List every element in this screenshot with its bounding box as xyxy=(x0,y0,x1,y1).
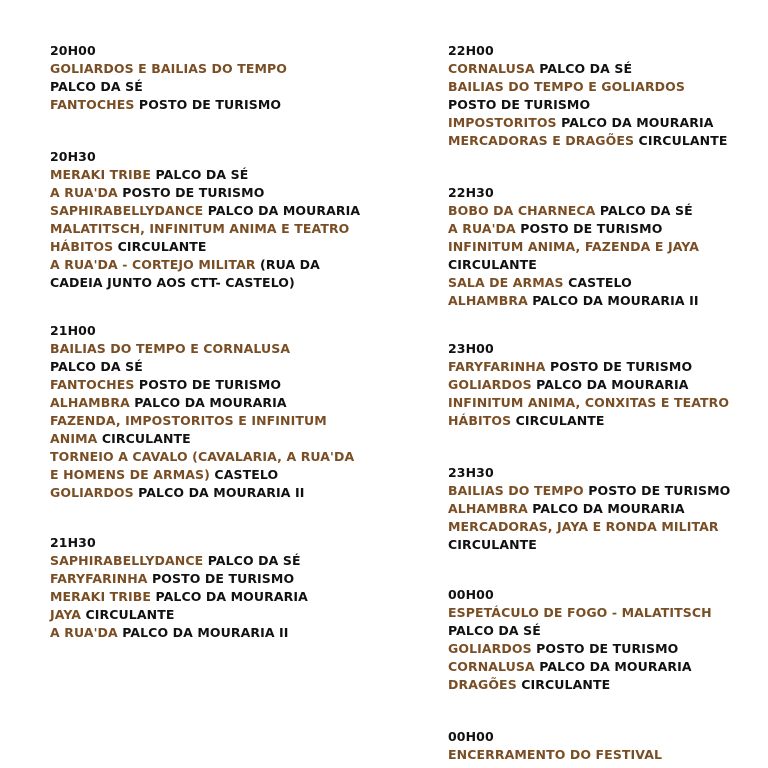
schedule-line xyxy=(448,658,712,676)
time-label: 00H00 xyxy=(448,729,494,744)
performer-name: BAILIAS DO TEMPO E GOLIARDOS xyxy=(448,79,685,94)
schedule-line xyxy=(50,340,354,358)
time-slot xyxy=(50,148,360,292)
schedule-line xyxy=(448,114,728,132)
performer-name: BOBO DA CHARNECA xyxy=(448,203,596,218)
schedule-line xyxy=(50,448,354,466)
performer-name: BAILIAS DO TEMPO xyxy=(448,483,584,498)
venue-name: CIRCULANTE xyxy=(113,239,207,254)
venue-name: CASTELO xyxy=(563,275,632,290)
performer-name: CORNALUSA xyxy=(448,61,535,76)
schedule-line xyxy=(448,518,730,536)
performer-name: A RUA'DA - CORTEJO MILITAR xyxy=(50,257,256,272)
schedule-line xyxy=(50,376,354,394)
performer-name: JAYA xyxy=(50,607,82,622)
time-slot xyxy=(448,586,712,694)
schedule-line xyxy=(50,466,354,484)
venue-name: CIRCULANTE xyxy=(81,607,175,622)
performer-name: FARYFARINHA xyxy=(448,359,546,374)
schedule-line xyxy=(50,570,308,588)
venue-name: PALCO DA MOURARIA II xyxy=(133,485,305,500)
performer-name: BAILIAS DO TEMPO E CORNALUSA xyxy=(50,341,291,356)
time-label: 20H00 xyxy=(50,43,96,58)
venue-name: CIRCULANTE xyxy=(634,133,728,148)
performer-name: IMPOSTORITOS xyxy=(448,115,557,130)
venue-name: PALCO DA SÉ xyxy=(151,167,249,182)
performer-name: FANTOCHES xyxy=(50,97,135,112)
venue-name: POSTO DE TURISMO xyxy=(531,641,679,656)
schedule-line xyxy=(50,238,360,256)
venue-name: PALCO DA MOURARIA xyxy=(129,395,287,410)
performer-name: GOLIARDOS E BAILIAS DO TEMPO xyxy=(50,61,287,76)
venue-name: PALCO DA SÉ xyxy=(534,61,633,76)
performer-name: ANIMA xyxy=(50,431,98,446)
performer-name: INFINITUM ANIMA, CONXITAS E TEATRO xyxy=(448,395,730,410)
performer-name: FARYFARINHA xyxy=(50,571,148,586)
venue-name: PALCO DA SÉ xyxy=(203,553,301,568)
time-slot xyxy=(50,42,287,114)
venue-name: CIRCULANTE xyxy=(97,431,191,446)
performer-name: GOLIARDOS xyxy=(448,377,532,392)
venue-name: CADEIA JUNTO AOS CTT- CASTELO) xyxy=(50,275,295,290)
venue-name: CIRCULANTE xyxy=(511,413,605,428)
performer-name: ALHAMBRA xyxy=(448,293,528,308)
schedule-line xyxy=(448,676,712,694)
venue-name: CIRCULANTE xyxy=(448,257,537,272)
schedule-line xyxy=(50,430,354,448)
performer-name: SAPHIRABELLYDANCE xyxy=(50,553,204,568)
venue-name: PALCO DA SÉ xyxy=(595,203,693,218)
schedule-line xyxy=(448,622,712,640)
performer-name: A RUA'DA xyxy=(448,221,516,236)
schedule-line xyxy=(50,484,354,502)
schedule-line xyxy=(50,78,287,96)
venue-name: PALCO DA MOURARIA II xyxy=(117,625,289,640)
performer-name: INFINITUM ANIMA, FAZENDA E JAYA xyxy=(448,239,700,254)
performer-name: ENCERRAMENTO DO FESTIVAL xyxy=(448,747,663,762)
schedule-line xyxy=(50,60,287,78)
performer-name: MERCADORAS E DRAGÕES xyxy=(448,133,635,148)
schedule-line xyxy=(50,256,360,274)
schedule-line xyxy=(448,274,699,292)
performer-name: E HOMENS DE ARMAS) xyxy=(50,467,210,482)
venue-name: PALCO DA MOURARIA xyxy=(534,659,692,674)
schedule-line xyxy=(50,166,360,184)
venue-name: PALCO DA SÉ xyxy=(448,623,541,638)
time-label: 23H30 xyxy=(448,465,494,480)
schedule-line xyxy=(50,202,360,220)
performer-name: DRAGÕES xyxy=(448,677,517,692)
performer-name: SALA DE ARMAS xyxy=(448,275,564,290)
performer-name: GOLIARDOS xyxy=(448,641,532,656)
performer-name: A RUA'DA xyxy=(50,185,118,200)
schedule-line xyxy=(50,220,360,238)
schedule-line xyxy=(448,96,728,114)
schedule-line xyxy=(50,358,354,376)
time-slot xyxy=(448,184,699,310)
time-label: 21H30 xyxy=(50,535,96,550)
time-label: 22H00 xyxy=(448,43,494,58)
schedule-line xyxy=(50,394,354,412)
schedule-line xyxy=(448,238,699,256)
schedule-line xyxy=(448,746,662,764)
performer-name: MERAKI TRIBE xyxy=(50,589,152,604)
venue-name: PALCO DA MOURARIA II xyxy=(527,293,699,308)
schedule-line xyxy=(50,184,360,202)
performer-name: ALHAMBRA xyxy=(448,501,528,516)
time-slot xyxy=(50,322,354,502)
venue-name: POSTO DE TURISMO xyxy=(134,377,282,392)
venue-name: PALCO DA MOURARIA xyxy=(203,203,361,218)
performer-name: MERCADORAS, JAYA E RONDA MILITAR xyxy=(448,519,719,534)
schedule-line xyxy=(448,482,730,500)
venue-name: (RUA DA xyxy=(255,257,320,272)
schedule-line xyxy=(50,624,308,642)
schedule-line xyxy=(448,220,699,238)
performer-name: HÁBITOS xyxy=(50,239,114,254)
venue-name: PALCO DA MOURARIA xyxy=(527,501,685,516)
schedule-line xyxy=(50,274,360,292)
time-slot xyxy=(448,728,662,764)
time-label: 22H30 xyxy=(448,185,494,200)
venue-name: POSTO DE TURISMO xyxy=(134,97,282,112)
schedule-line xyxy=(448,376,729,394)
venue-name: PALCO DA SÉ xyxy=(50,79,143,94)
performer-name: FAZENDA, IMPOSTORITOS E INFINITUM xyxy=(50,413,327,428)
time-label: 23H00 xyxy=(448,341,494,356)
venue-name: PALCO DA SÉ xyxy=(50,359,143,374)
performer-name: ALHAMBRA xyxy=(50,395,130,410)
performer-name: HÁBITOS xyxy=(448,413,512,428)
time-slot xyxy=(448,340,729,430)
venue-name: POSTO DE TURISMO xyxy=(583,483,731,498)
performer-name: TORNEIO A CAVALO (CAVALARIA, A RUA'DA xyxy=(50,449,355,464)
schedule-line xyxy=(448,604,712,622)
time-label: 00H00 xyxy=(448,587,494,602)
schedule-line xyxy=(50,588,308,606)
schedule-line xyxy=(448,412,729,430)
time-slot xyxy=(448,464,730,554)
schedule-line xyxy=(448,500,730,518)
schedule-line xyxy=(448,640,712,658)
schedule-line xyxy=(448,60,728,78)
schedule-line xyxy=(448,394,729,412)
venue-name: POSTO DE TURISMO xyxy=(545,359,693,374)
schedule-line xyxy=(50,606,308,624)
schedule-line xyxy=(50,96,287,114)
schedule-line xyxy=(448,536,730,554)
schedule-line xyxy=(448,202,699,220)
performer-name: MALATITSCH, INFINITUM ANIMA E TEATRO xyxy=(50,221,350,236)
time-slot xyxy=(448,42,728,150)
venue-name: POSTO DE TURISMO xyxy=(448,97,591,112)
schedule-line xyxy=(448,256,699,274)
venue-name: PALCO DA MOURARIA xyxy=(531,377,689,392)
performer-name: SAPHIRABELLYDANCE xyxy=(50,203,204,218)
performer-name: MERAKI TRIBE xyxy=(50,167,152,182)
time-label: 21H00 xyxy=(50,323,96,338)
venue-name: CASTELO xyxy=(209,467,279,482)
performer-name: GOLIARDOS xyxy=(50,485,134,500)
venue-name: CIRCULANTE xyxy=(516,677,611,692)
schedule-line xyxy=(448,358,729,376)
venue-name: POSTO DE TURISMO xyxy=(147,571,295,586)
performer-name: ESPETÁCULO DE FOGO - MALATITSCH xyxy=(448,605,712,620)
venue-name: CIRCULANTE xyxy=(448,537,537,552)
time-label: 20H30 xyxy=(50,149,96,164)
venue-name: POSTO DE TURISMO xyxy=(117,185,265,200)
venue-name: PALCO DA MOURARIA xyxy=(151,589,308,604)
performer-name: CORNALUSA xyxy=(448,659,535,674)
venue-name: PALCO DA MOURARIA xyxy=(556,115,714,130)
performer-name: FANTOCHES xyxy=(50,377,135,392)
performer-name: A RUA'DA xyxy=(50,625,118,640)
venue-name: POSTO DE TURISMO xyxy=(515,221,663,236)
schedule-line xyxy=(448,78,728,96)
schedule-line xyxy=(50,412,354,430)
schedule-line xyxy=(448,292,699,310)
schedule-line xyxy=(448,132,728,150)
schedule-line xyxy=(50,552,308,570)
time-slot xyxy=(50,534,308,642)
